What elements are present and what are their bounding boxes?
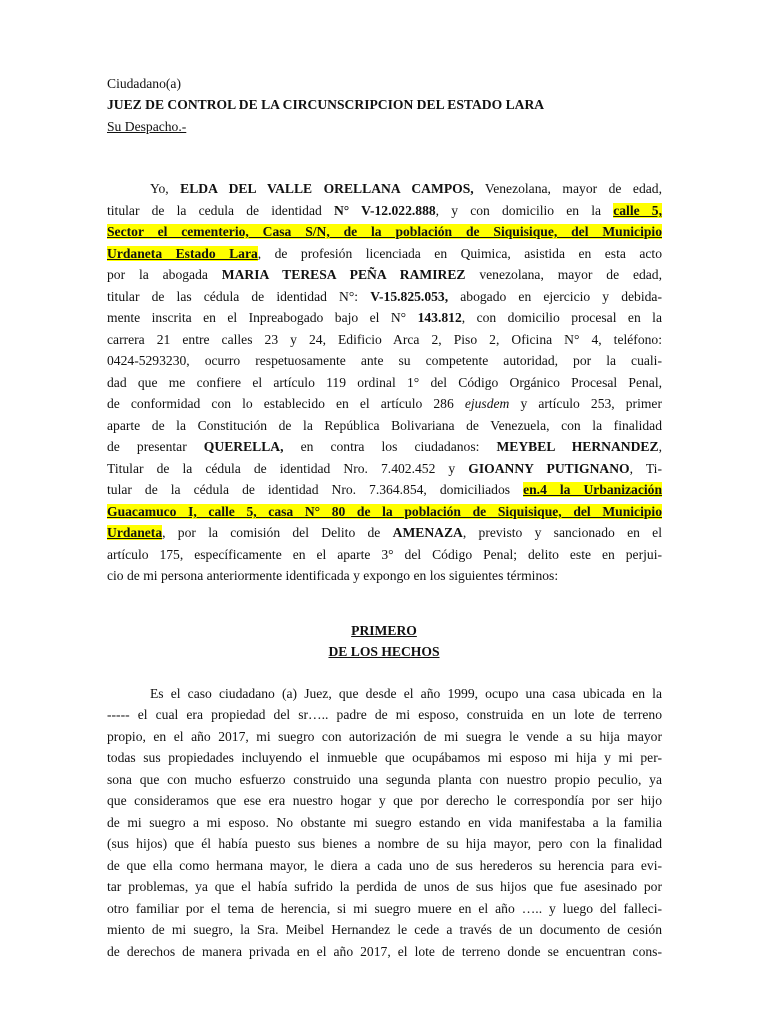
intro-line-19: cio de mi persona anteriormente identificada y expongo en los siguientes términos: (107, 568, 559, 583)
intro-line-3: Sector el cementerio, Casa S/N, de la población de Siquisique, del Municipio (107, 224, 662, 239)
intro-line-13: de presentar QUERELLA, en contra los ciudadanos: MEYBEL HERNANDEZ, (107, 439, 662, 454)
intro-line-15: tular de la cédula de identidad Nro. 7.364.854, domiciliados en.4 la Urbanización (107, 482, 663, 497)
intro-line-14: Titular de la cédula de identidad Nro. 7.402.452 y GIOANNY PUTIGNANO, Ti- (107, 461, 662, 476)
section-subheading: DE LOS HECHOS (328, 644, 440, 659)
facts-line-4: todas sus propiedades incluyendo el inmueble que ocupábamos mi esposo mi hija y mi per- (107, 750, 662, 765)
intro-line-17: Urdaneta, por la comisión del Delito de AMENAZA, previsto y sancionado en el (107, 525, 662, 540)
facts-line-11: otro familiar por el tema de herencia, si mi suegro muere en el año ….. y luego del falleci- (107, 901, 662, 916)
facts-line-1: Es el caso ciudadano (a) Juez, que desde el año 1999, ocupo una casa ubicada en la (150, 686, 662, 701)
intro-line-8: carrera 21 entre calles 23 y 24, Edificio Arca 2, Piso 2, Oficina N° 4, teléfono: (107, 332, 662, 347)
intro-line-18: artículo 175, específicamente en el aparte 3° del Código Penal; delito este en perjui- (107, 547, 662, 562)
intro-line-6: titular de las cédula de identidad N°: V-15.825.053, abogado en ejercicio y debida- (107, 289, 662, 304)
intro-line-5: por la abogada MARIA TERESA PEÑA RAMIREZ venezolana, mayor de edad, (107, 267, 663, 282)
intro-line-16: Guacamuco I, calle 5, casa N° 80 de la población de Siquisique, del Municipio (107, 504, 662, 519)
intro-line-1: Yo, ELDA DEL VALLE ORELLANA CAMPOS, Venezolana, mayor de edad, (150, 181, 662, 196)
facts-line-9: de que ella como hermana mayor, le diera a cada uno de sus herederos su herencia para evi- (107, 858, 662, 873)
addressee-line: Ciudadano(a) (107, 76, 181, 91)
facts-line-13: de derechos de manera privada en el año 2017, el lote de terreno donde se encuentran cons- (107, 944, 662, 959)
intro-line-11: de conformidad con lo establecido en el artículo 286 ejusdem y artículo 253, primer (107, 396, 662, 411)
intro-line-10: dad que me confiere el artículo 119 ordinal 1° del Código Orgánico Procesal Penal, (107, 375, 662, 390)
facts-line-7: de mi suegro a mi esposo. No obstante mi suegro estando en vida manifestaba a la familia (107, 815, 662, 830)
intro-line-4: Urdaneta Estado Lara, de profesión licenciada en Quimica, asistida en esta acto (107, 246, 662, 261)
addressee-title: JUEZ DE CONTROL DE LA CIRCUNSCRIPCION DEL ESTADO LARA (107, 97, 545, 112)
intro-line-12: aparte de la Constitución de la República Bolivariana de Venezuela, con la finalidad (107, 418, 662, 433)
intro-line-2: titular de la cedula de identidad N° V-12.022.888, y con domicilio en la calle 5, (107, 203, 662, 218)
facts-line-8: (sus hijos) que él había puesto sus bienes a nombre de su hija mayor, pero con la finalidad (107, 836, 662, 851)
facts-line-5: sona que con mucho esfuerzo construido una segunda planta con nuestro propio peculio, ya (107, 772, 662, 787)
intro-line-7: mente inscrita en el Inpreabogado bajo el N° 143.812, con domicilio procesal en la (107, 310, 662, 325)
addressee-salutation: Su Despacho.- (107, 119, 187, 134)
facts-line-3: propio, en el año 2017, mi suegro con autorización de mi suegra le vende a su hija mayor (107, 729, 662, 744)
section-heading: PRIMERO (351, 623, 417, 638)
facts-line-12: miento de mi suegro, la Sra. Meibel Hernandez le cede a través de un documento de cesión (107, 922, 662, 937)
facts-line-2: ----- el cual era propiedad del sr….. padre de mi esposo, construida en un lote de terreno (107, 707, 662, 722)
facts-line-6: que consideramos que ese era nuestro hogar y que por derecho le correspondía por ser hijo (107, 793, 662, 808)
facts-line-10: tar problemas, ya que el había sufrido la perdida de unos de sus hijos que fue asesinado por (107, 879, 662, 894)
intro-line-9: 0424-5293230, ocurro respetuosamente ante su competente autoridad, por la cuali- (107, 353, 662, 368)
